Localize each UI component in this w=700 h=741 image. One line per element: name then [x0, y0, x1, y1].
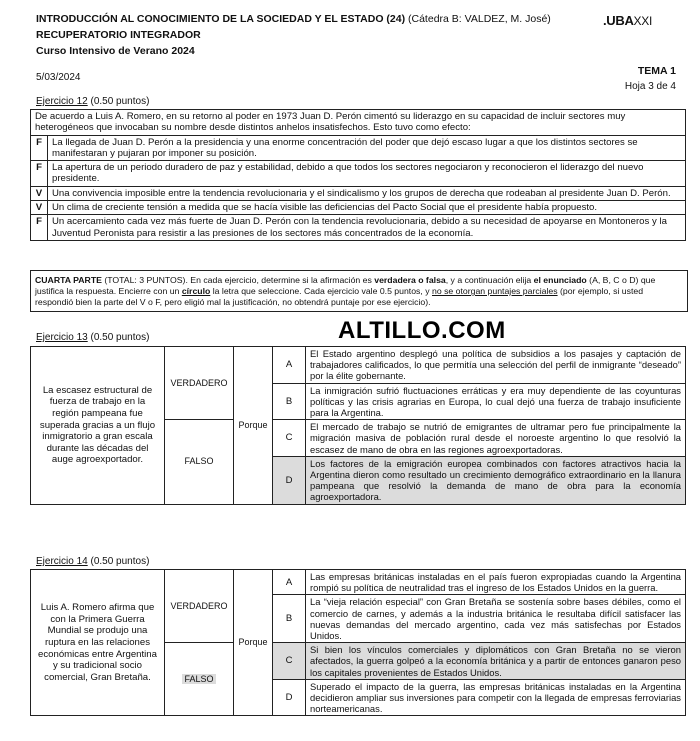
table-row [31, 135, 686, 161]
course-title-text: INTRODUCCIÓN AL CONOCIMIENTO DE LA SOCIEDAD Y EL ESTADO (24) [36, 13, 406, 25]
part-total: (TOTAL: 3 PUNTOS). [104, 275, 188, 285]
ej13-statement: La escasez estructural de fuerza de trabajo en la región pampeana fue superada gracias a un flujo inmigratorio a gran escala durante las décadas del auge agroexportador. [31, 347, 165, 505]
ej13-true-option[interactable] [165, 347, 234, 420]
ejercicio-14-title [36, 556, 149, 567]
instr-bold: verdadera o falsa [374, 275, 446, 285]
ej13-option-b: La inmigración sufrió fluctuaciones erráticas y era muy dependiente de las coyunturas políticas y las crisis agrarias en Europa, lo cual dejó una fuerza de trabajo insuficiente para la Argentina. [306, 383, 686, 420]
true-label: VERDADERO [170, 600, 228, 611]
ej13-option-d: Los factores de la emigración europea combinados con factores atractivos hacia la Argentina dieron como resultado un crecimiento demográfico extraordinario en la llanura pampeana que resolvió la demanda de mano de obra para la economía agroexportadora. [306, 456, 686, 504]
true-label: VERDADERO [170, 377, 228, 388]
ejercicio-13-table [30, 346, 686, 505]
ej14-letter-a[interactable]: A [273, 570, 306, 595]
ej13-letter-a[interactable]: A [273, 347, 306, 384]
ej14-option-b: La “vieja relación especial” con Gran Bretaña se sostenía sobre bases débiles, como el comercio de carnes, y además a la industria británica le resultaba difícil satisfacer las nuevas demandas del mercado argentino, cada vez más satisfechas por Estados Unidos. [306, 595, 686, 643]
ej12-row-text: La apertura de un periodo duradero de paz y estabilidad, debido a que todos los sectores negociaron y reconocieron el liderazgo del nuevo presidente. [48, 161, 686, 187]
ej14-letter-d[interactable]: D [273, 679, 306, 716]
course-period: Curso Intensivo de Verano 2024 [36, 45, 195, 57]
ej14-option-d: Superado el impacto de la guerra, las empresas británicas instaladas en la Argentina decidieron ampliar sus inversiones para competir con la llegada de empresas ferroviarias norteamericanas. [306, 679, 686, 716]
catedra-text: (Cátedra B: VALDEZ, M. José) [408, 13, 551, 25]
ej13-letter-b[interactable]: B [273, 383, 306, 420]
instr-text: la letra que seleccione. Cada ejercicio vale 0.5 puntos, y [212, 286, 430, 296]
ej12-row-text: Un clima de creciente tensión a medida que se hacía visible las deficiencias del Pacto Social que el presidente había propuesto. [48, 201, 686, 215]
ej14-letter-c[interactable]: C [273, 643, 306, 680]
ej14-porque: Porque [234, 570, 273, 716]
ej14-statement: Luis A. Romero afirma que con la Primera Guerra Mundial se produjo una ruptura en las relaciones económicas entre Argentina y su tradicional socio comercial, Gran Bretaña. [31, 570, 165, 716]
ej14-title-text: Ejercicio 14 [36, 556, 88, 567]
ej13-title-text: Ejercicio 13 [36, 332, 88, 343]
ej12-mark[interactable]: V [31, 186, 48, 200]
ej13-option-a: El Estado argentino desplegó una política de subsidios a los pasajes y captación de trabajadores calificados, lo que permitía una selección del perfil de inmigrante “deseado” por la élite gobernante. [306, 347, 686, 384]
ej12-mark[interactable]: V [31, 201, 48, 215]
instr-underline: círculo [181, 286, 211, 296]
exam-type: RECUPERATORIO INTEGRADOR [36, 29, 201, 41]
ej12-row-text: La llegada de Juan D. Perón a la presidencia y una enorme concentración del poder que dejó escaso lugar a que los distintos sectores se manifestaran y pujaran por imponer su posición. [48, 135, 686, 161]
exam-date: 5/03/2024 [36, 72, 81, 83]
ej13-letter-d[interactable]: D [273, 456, 306, 504]
ej14-option-a: Las empresas británicas instaladas en el país fueron expropiadas cuando la Argentina rompió su política de neutralidad tras el ingreso de los Estados Unidos en la guerra. [306, 570, 686, 595]
table-row [31, 161, 686, 187]
uba-logo [603, 13, 652, 28]
ej12-title-text: Ejercicio 12 [36, 96, 88, 107]
table-row [31, 201, 686, 215]
logo-suffix: XXI [633, 14, 652, 28]
ejercicio-14-table [30, 569, 686, 716]
part-label: CUARTA PARTE [35, 275, 102, 285]
instr-text: (A, B, C o D) que justifica la respuesta. Encierre con un [35, 275, 656, 296]
ej14-false-option[interactable] [165, 643, 234, 716]
instr-text: , y a continuación elija [445, 275, 532, 285]
ej13-porque: Porque [234, 347, 273, 505]
ej14-points: (0.50 puntos) [90, 556, 150, 567]
logo-main: .UBA [602, 13, 634, 28]
ejercicio-12-title [36, 96, 149, 107]
course-title [36, 13, 551, 25]
ej12-mark[interactable]: F [31, 215, 48, 241]
ej13-option-c: El mercado de trabajo se nutrió de emigrantes de ultramar pero fue principalmente la migración masiva de población rural desde el noroeste argentino lo que resolvió la escasez de mano de obra en las regiones agroexportadoras. [306, 420, 686, 457]
ej12-row-text: Un acercamiento cada vez más fuerte de Juan D. Perón con la tendencia revolucionaria, debido a su necesidad de apoyarse en Montoneros y la Juventud Peronista para resistir a las presiones de los sectores más concentrados de la economía. [48, 215, 686, 241]
ej12-mark[interactable]: F [31, 161, 48, 187]
ej14-letter-b[interactable]: B [273, 595, 306, 643]
ej12-prompt-row [31, 110, 686, 136]
ejercicio-13-title [36, 332, 149, 343]
ej12-row-text: Una convivencia imposible entre la tendencia revolucionaria y el sindicalismo y los grupos de derecha que rodeaban al presidente Juan D. Perón. [48, 186, 686, 200]
table-row [31, 347, 686, 384]
ej12-mark[interactable]: F [31, 135, 48, 161]
instr-bold: el enunciado [533, 275, 587, 285]
false-label: FALSO [184, 673, 214, 684]
cuarta-parte-instructions [30, 270, 688, 312]
watermark: ALTILLO.COM [338, 317, 506, 344]
table-row [31, 215, 686, 241]
tema-label: TEMA 1 [637, 65, 676, 77]
table-row [31, 186, 686, 200]
instr-text: (por ejemplo, si usted respondió bien la parte del V o F, pero eligió mal la justificación, no obtendrá puntaje por ese ejercicio). [35, 286, 644, 307]
ejercicio-12-table [30, 109, 686, 241]
ej14-option-c: Si bien los vínculos comerciales y diplomáticos con Gran Bretaña no se vieron afectados, la guerra golpeó a la economía británica y a partir de entonces ganaron peso los capitales provenientes de Estados Unidos. [306, 643, 686, 680]
ej13-letter-c[interactable]: C [273, 420, 306, 457]
instr-text: En cada ejercicio, determine si la afirmación es [190, 275, 372, 285]
ej14-true-option[interactable] [165, 570, 234, 643]
ej13-false-option[interactable] [165, 420, 234, 504]
ej12-prompt: De acuerdo a Luis A. Romero, en su retorno al poder en 1973 Juan D. Perón cimentó su liderazgo en su capacidad de incluir sectores muy heterogéneos que invocaban su nombre desde distintos anhelos insatisfechos. Esto tuvo como efecto: [31, 110, 686, 136]
table-row [31, 570, 686, 595]
instr-underline: no se otorgan puntajes parciales [432, 286, 558, 296]
ej12-points: (0.50 puntos) [90, 96, 150, 107]
false-label: FALSO [184, 456, 214, 467]
ej13-points: (0.50 puntos) [90, 332, 150, 343]
page-number: Hoja 3 de 4 [624, 81, 676, 92]
